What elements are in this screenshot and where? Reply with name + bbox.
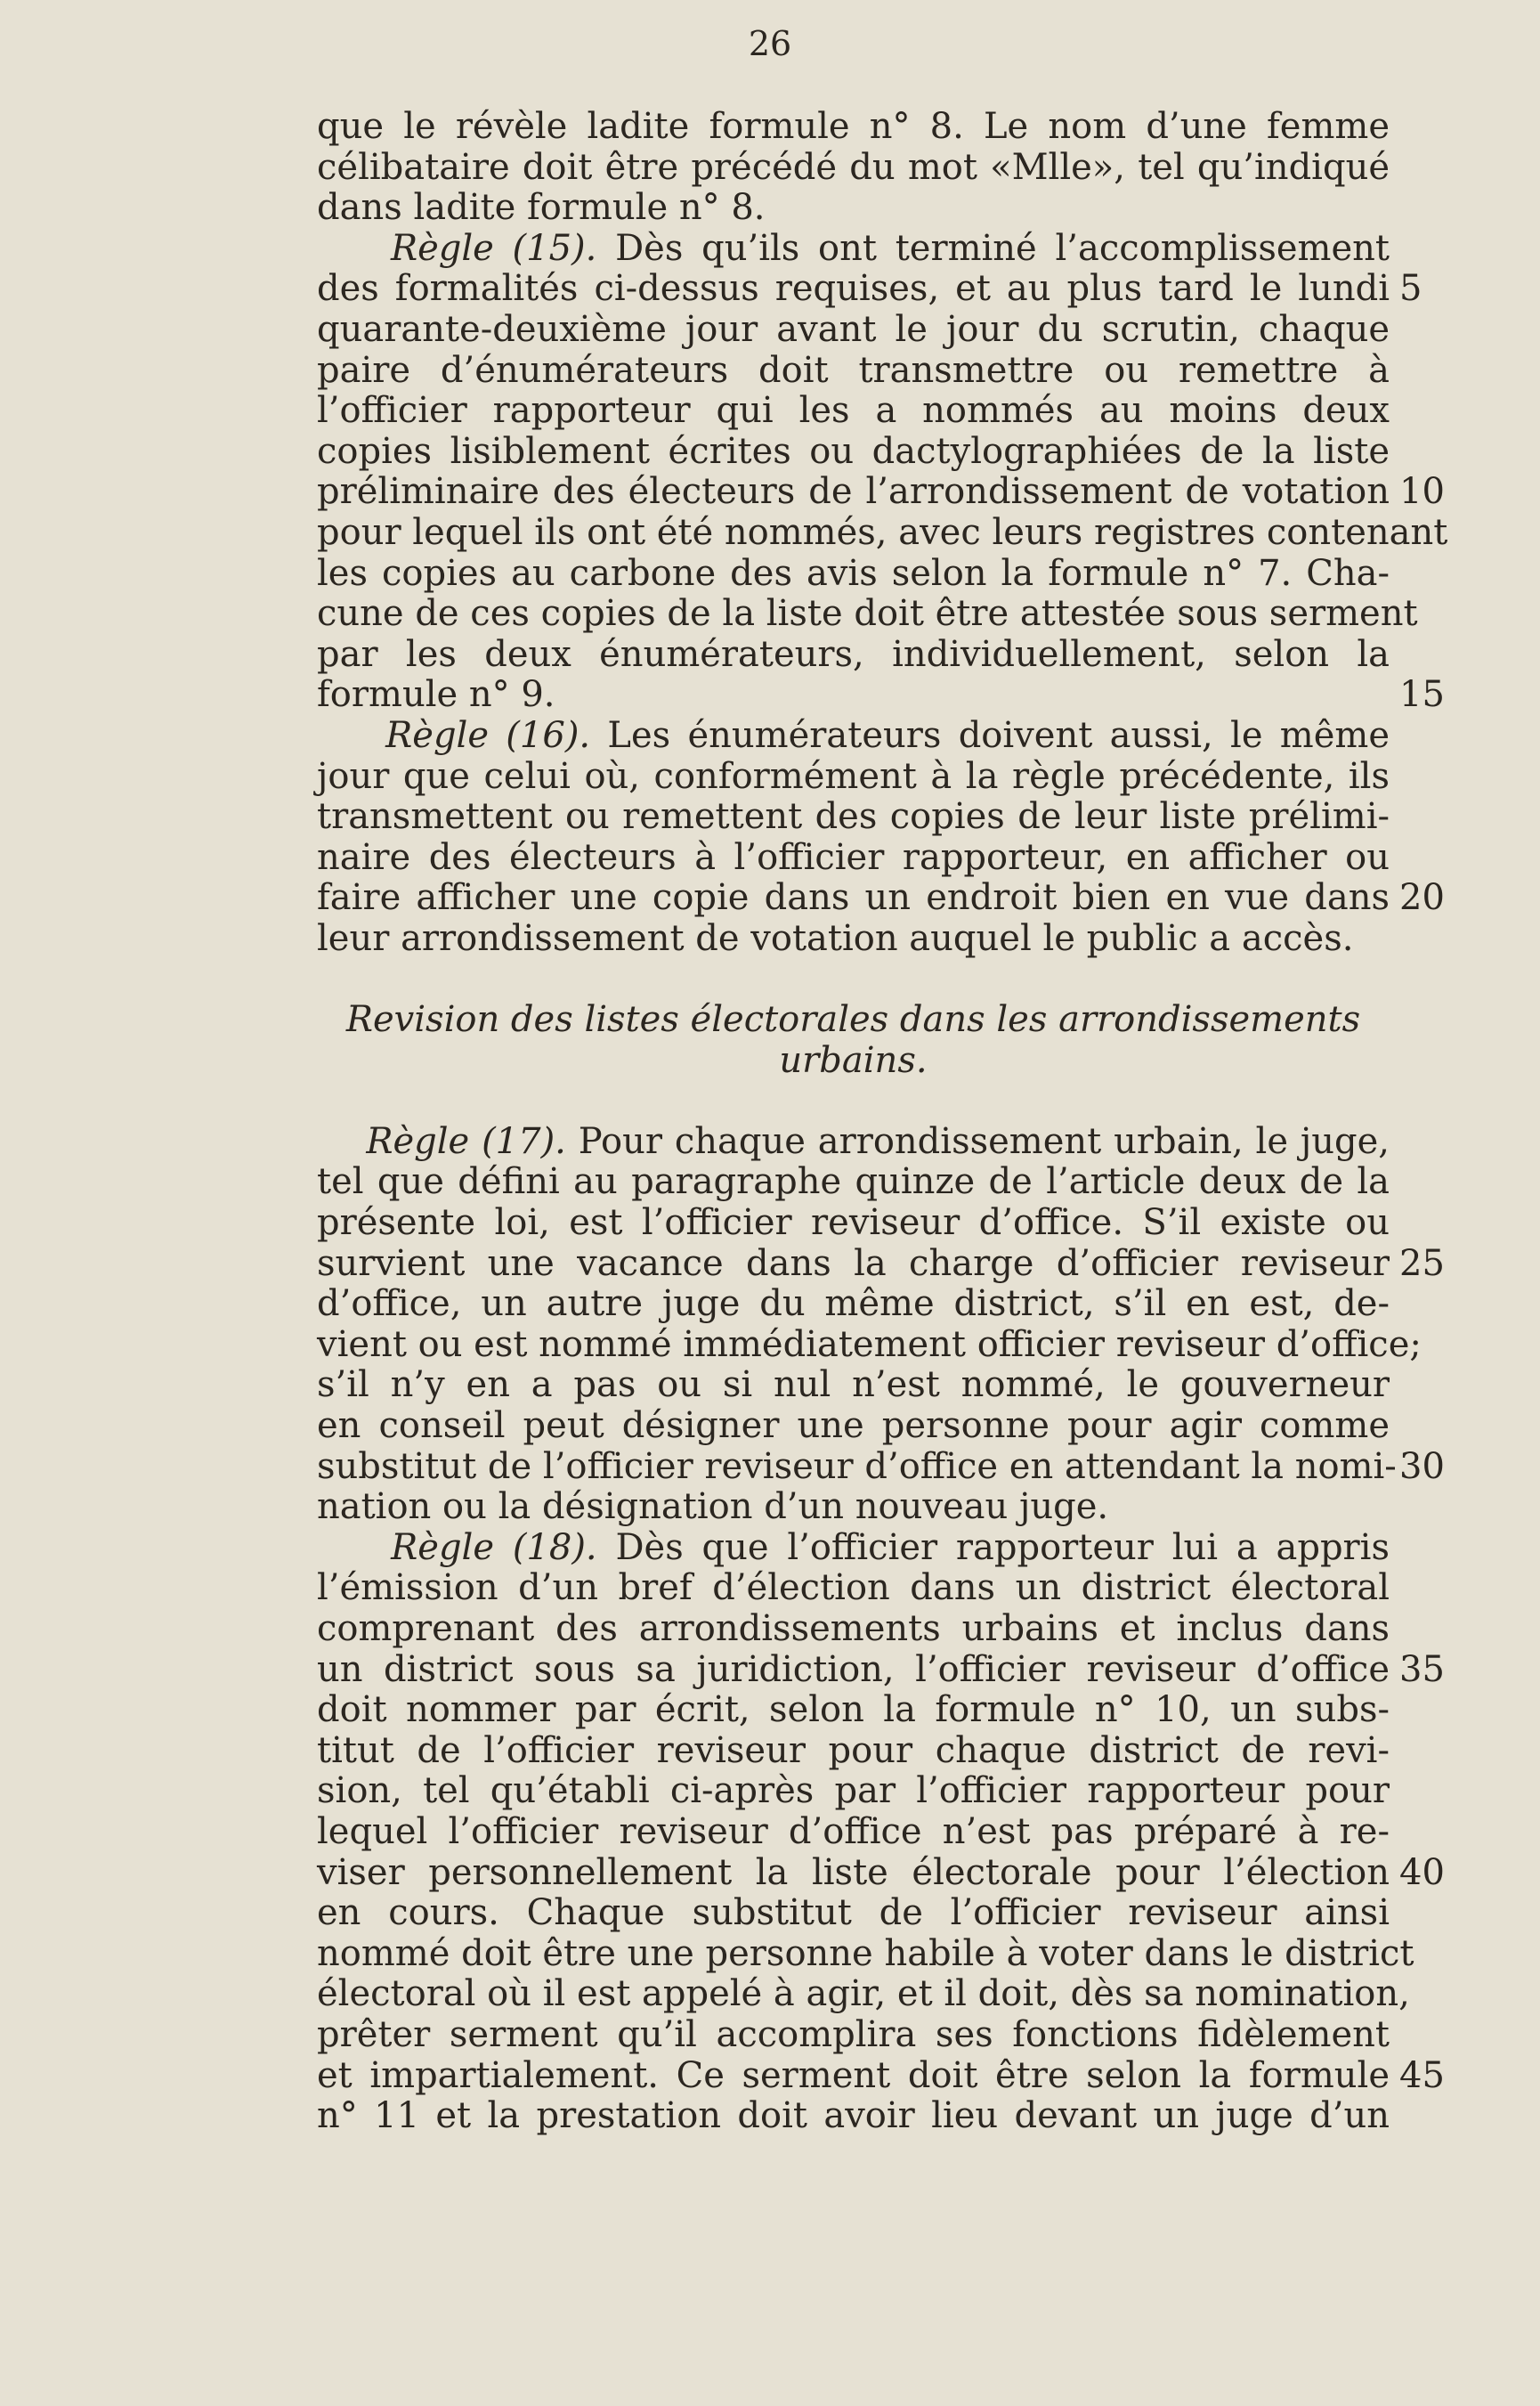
- line-text: [317, 1244, 1390, 1285]
- line-text: [317, 838, 1390, 879]
- line-body: en cours. Chaque substitut de l’officier reviseur ainsi: [317, 1892, 1390, 1934]
- line-text: [317, 188, 1390, 229]
- blank-line: [317, 959, 1390, 1000]
- text-line: [317, 1568, 1390, 1609]
- rule-label: Règle (17).: [317, 1120, 566, 1162]
- blank-line: [317, 1081, 1390, 1122]
- text-line: [317, 268, 1422, 310]
- line-body: faire afficher une copie dans un endroit bien en vue dans: [317, 877, 1390, 919]
- line-text: [317, 1973, 1410, 2015]
- line-body: dans ladite formule n° 8.: [317, 187, 766, 229]
- line-text: [317, 2015, 1390, 2056]
- line-body: pour lequel ils ont été nommés, avec leurs registres contenant: [317, 511, 1448, 553]
- line-text: [317, 797, 1390, 838]
- text-line: [317, 1323, 1422, 1366]
- line-body: paire d’énumérateurs doit transmettre ou remettre à: [317, 349, 1390, 391]
- line-text: [317, 1284, 1390, 1325]
- text-line: [317, 674, 1445, 716]
- line-text: [317, 716, 1390, 757]
- line-text: [317, 511, 1448, 554]
- text-line: [317, 1932, 1414, 1975]
- line-body: présente loi, est l’officier reviseur d’office. S’il existe ou: [317, 1202, 1390, 1244]
- text-line: [317, 1365, 1390, 1406]
- line-text: [317, 310, 1390, 351]
- line-text: [317, 1445, 1397, 1488]
- line-body: doit nommer par écrit, selon la formule n° 10, un subs-: [317, 1689, 1390, 1731]
- line-body: copies lisiblement écrites ou dactylographiées de la liste: [317, 430, 1390, 472]
- text-line: [317, 432, 1390, 473]
- line-body: l’émission d’un bref d’élection dans un district électoral: [317, 1567, 1390, 1609]
- line-body: que le révèle ladite formule n° 8. Le nom d’une femme: [317, 106, 1390, 147]
- text-line: [317, 2015, 1390, 2056]
- text-line: [317, 188, 1390, 229]
- line-text: [317, 1932, 1414, 1975]
- text-line: [317, 1284, 1390, 1325]
- margin-line-number: 20: [1399, 877, 1445, 919]
- text-line: [317, 1893, 1390, 1934]
- line-text: [317, 635, 1390, 676]
- line-text: [317, 1731, 1390, 1772]
- text-line: [317, 1731, 1390, 1772]
- text-line: [317, 1648, 1445, 1691]
- text-line: [317, 1242, 1445, 1285]
- line-text: [317, 1323, 1422, 1366]
- text-line: [317, 310, 1390, 351]
- line-body: en conseil peut désigner une personne pour agir comme: [317, 1405, 1390, 1446]
- line-text: [317, 1406, 1390, 1447]
- line-text: [317, 1893, 1390, 1934]
- line-body: nommé doit être une personne habile à voter dans le district: [317, 1932, 1414, 1974]
- margin-line-number: 25: [1399, 1242, 1445, 1284]
- line-text: [317, 229, 1390, 270]
- line-body: s’il n’y en a pas ou si nul n’est nommé, le gouverneur: [317, 1364, 1390, 1406]
- line-body: cune de ces copies de la liste doit être attestée sous serment: [317, 593, 1418, 635]
- margin-line-number: 10: [1399, 471, 1445, 513]
- line-body: Dès qu’ils ont terminé l’accomplissement: [596, 227, 1390, 269]
- line-body: vient ou est nommé immédiatement officier reviseur d’office;: [317, 1323, 1422, 1365]
- line-body: lequel l’officier reviseur d’office n’est pas préparé à re-: [317, 1810, 1390, 1852]
- line-body: formule n° 9.: [317, 674, 555, 716]
- line-body: par les deux énumérateurs, individuellement, selon la: [317, 633, 1390, 675]
- text-line: [317, 391, 1390, 432]
- text-line: [317, 1445, 1445, 1488]
- line-text: [317, 757, 1390, 798]
- line-body: Revision des listes électorales dans les arrondissements: [345, 999, 1361, 1041]
- line-body: et impartialement. Ce serment doit être selon la formule: [317, 2054, 1390, 2096]
- line-body: viser personnellement la liste électorale pour l’élection: [317, 1851, 1390, 1893]
- line-text: [317, 554, 1390, 595]
- line-body: jour que celui où, conformément à la règle précédente, ils: [317, 755, 1390, 797]
- text-line: [317, 1162, 1390, 1203]
- line-text: [317, 919, 1390, 960]
- line-body: un district sous sa juridiction, l’officier reviseur d’office: [317, 1648, 1390, 1690]
- text-line: [317, 2096, 1390, 2137]
- margin-line-number: 40: [1399, 1851, 1445, 1893]
- line-body: leur arrondissement de votation auquel le public a accès.: [317, 917, 1354, 959]
- line-body: célibataire doit être précédé du mot «Mlle», tel qu’indiqué: [317, 146, 1390, 188]
- line-body: l’officier rapporteur qui les a nommés au moins deux: [317, 390, 1390, 432]
- line-body: substitut de l’officier reviseur d’office en attendant la nomi-: [317, 1445, 1397, 1487]
- line-body: des formalités ci-dessus requises, et au plus tard le lundi: [317, 268, 1390, 310]
- line-text: [317, 1041, 1390, 1082]
- text-line: [317, 1851, 1445, 1894]
- line-body: tel que défini au paragraphe quinze de l’article deux de la: [317, 1161, 1390, 1203]
- text-line: [317, 1771, 1390, 1812]
- line-body: les copies au carbone des avis selon la formule n° 7. Cha-: [317, 552, 1390, 594]
- text-line: [317, 229, 1390, 270]
- text-line: [317, 919, 1390, 960]
- line-body: quarante-deuxième jour avant le jour du scrutin, chaque: [317, 308, 1390, 350]
- rule-label: Règle (18).: [317, 1526, 597, 1568]
- line-text: [317, 1122, 1390, 1163]
- line-body: nation ou la désignation d’un nouveau juge.: [317, 1486, 1109, 1528]
- text-line: [317, 471, 1445, 513]
- line-body: sion, tel qu’établi ci-après par l’officier rapporteur pour: [317, 1770, 1390, 1812]
- line-text: [317, 1203, 1390, 1244]
- text-line: [317, 877, 1445, 919]
- line-text: [317, 1853, 1390, 1894]
- text-line: [317, 716, 1390, 757]
- line-body: électoral où il est appelé à agir, et il doit, dès sa nomination,: [317, 1973, 1410, 2015]
- line-text: [317, 351, 1390, 392]
- text-line: [317, 1203, 1390, 1244]
- line-text: [317, 1000, 1390, 1041]
- margin-line-number: 35: [1399, 1648, 1445, 1690]
- line-text: [317, 472, 1390, 513]
- line-body: d’office, un autre juge du même district, s’il en est, de-: [317, 1283, 1390, 1325]
- line-text: [317, 1162, 1390, 1203]
- line-body: prêter serment qu’il accomplira ses fonctions fidèlement: [317, 2013, 1390, 2055]
- line-body: Dès que l’officier rapporteur lui a appris: [596, 1526, 1390, 1568]
- section-heading-line: [317, 1000, 1390, 1041]
- line-text: [317, 2056, 1390, 2097]
- text-line: [317, 351, 1390, 392]
- text-line: [317, 1609, 1390, 1650]
- line-body: Pour chaque arrondissement urbain, le juge,: [565, 1120, 1390, 1162]
- line-body: urbains.: [779, 1039, 928, 1081]
- line-text: [317, 2096, 1390, 2137]
- line-text: [317, 1609, 1390, 1650]
- text-line: [317, 1528, 1390, 1569]
- line-text: [317, 1528, 1390, 1569]
- line-text: [317, 107, 1390, 148]
- line-text: [317, 1568, 1390, 1609]
- margin-line-number: 45: [1399, 2054, 1445, 2096]
- text-line: [317, 1812, 1390, 1853]
- text-line: [317, 148, 1390, 189]
- line-text: [317, 1487, 1390, 1528]
- text-line: [317, 2054, 1445, 2097]
- text-line: [317, 797, 1390, 838]
- line-text: [317, 593, 1418, 635]
- line-body: survient une vacance dans la charge d’officier reviseur: [317, 1242, 1390, 1284]
- text-line: [317, 554, 1390, 595]
- line-text: [317, 1771, 1390, 1812]
- line-text: [317, 878, 1390, 919]
- margin-line-number: 15: [1399, 674, 1445, 716]
- text-line: [317, 635, 1390, 676]
- line-text: [317, 148, 1390, 189]
- text-line: [317, 757, 1390, 798]
- line-body: transmettent ou remettent des copies de leur liste prélimi-: [317, 796, 1390, 838]
- line-body: Les énumérateurs doivent aussi, le même: [590, 714, 1390, 756]
- line-body: naire des électeurs à l’officier rapporteur, en afficher ou: [317, 836, 1390, 878]
- margin-line-number: 30: [1399, 1445, 1445, 1487]
- text-line: [317, 511, 1448, 554]
- line-text: [317, 1812, 1390, 1853]
- rule-label: Règle (15).: [317, 227, 597, 269]
- rule-label: Règle (16).: [317, 714, 591, 756]
- line-text: [317, 432, 1390, 473]
- line-body: titut de l’officier reviseur pour chaque district de revi-: [317, 1729, 1390, 1771]
- page-number: 26: [748, 24, 792, 63]
- text-line: [317, 1690, 1390, 1731]
- line-text: [317, 1690, 1390, 1731]
- text-line: [317, 1122, 1390, 1163]
- section-heading-line: [317, 1041, 1390, 1082]
- text-line: [317, 107, 1390, 148]
- text-line: [317, 593, 1418, 635]
- text-line: [317, 838, 1390, 879]
- body-text: [317, 106, 1448, 2137]
- line-body: préliminaire des électeurs de l’arrondissement de votation: [317, 471, 1390, 513]
- line-text: [317, 391, 1390, 432]
- line-text: [317, 269, 1390, 310]
- text-line: [317, 1973, 1410, 2015]
- line-text: [317, 675, 1390, 716]
- text-line: [317, 1487, 1390, 1528]
- margin-line-number: 5: [1399, 268, 1422, 310]
- line-text: [317, 1365, 1390, 1406]
- line-text: [317, 1650, 1390, 1691]
- line-body: n° 11 et la prestation doit avoir lieu devant un juge d’un: [317, 2095, 1390, 2137]
- line-body: comprenant des arrondissements urbains et inclus dans: [317, 1607, 1390, 1649]
- text-line: [317, 1406, 1390, 1447]
